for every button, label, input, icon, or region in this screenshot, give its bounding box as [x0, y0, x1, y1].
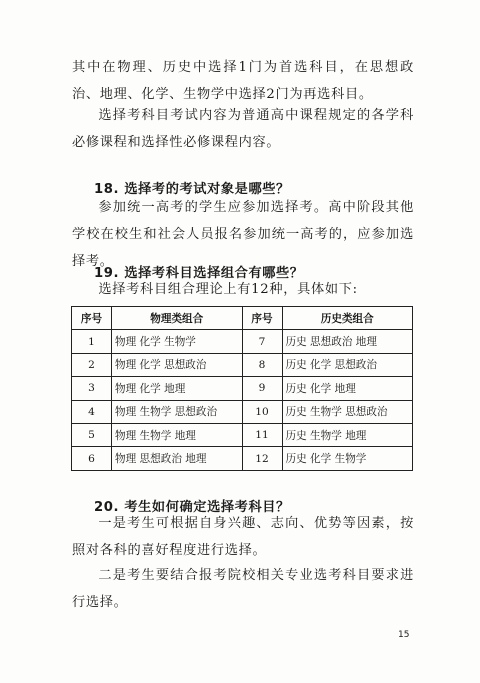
table-cell: 物理 生物学 地理: [112, 423, 243, 446]
table-cell: 6: [72, 447, 112, 470]
table-cell: 7: [242, 330, 282, 353]
table-cell: 12: [242, 447, 282, 470]
heading-18: 18. 选择考的考试对象是哪些？: [94, 182, 290, 197]
table-row: [72, 353, 413, 376]
table-row: [72, 400, 413, 423]
table-header-row: [72, 307, 413, 330]
paragraph-interest-based: 一是考生可根据自身兴趣、志向、优势等因素，按照对各科的喜好程度进行选择。: [72, 516, 414, 558]
table-header-cell: 物理类组合: [112, 307, 243, 330]
table-cell: 5: [72, 423, 112, 446]
paragraph-exam-content: 选择考科目考试内容为普通高中课程规定的各学科必修课程和选择性必修课程内容。: [72, 108, 414, 150]
table-header-cell: 序号: [242, 307, 282, 330]
heading-19: 19. 选择考科目选择组合有哪些？: [94, 266, 304, 281]
combination-table: [71, 306, 413, 471]
table-cell: 历史 化学 地理: [282, 377, 413, 400]
table-header-cell: 序号: [72, 307, 112, 330]
table-cell: 4: [72, 400, 112, 423]
table-cell: 物理 思想政治 地理: [112, 447, 243, 470]
table-cell: 3: [72, 377, 112, 400]
page-number: 15: [398, 630, 410, 640]
table-cell: 2: [72, 353, 112, 376]
table-header-cell: 历史类组合: [282, 307, 413, 330]
table-row: [72, 423, 413, 446]
paragraph-major-requirements: 二是考生要结合报考院校相关专业选考科目要求进行选择。: [72, 568, 414, 610]
table-cell: 11: [242, 423, 282, 446]
table-cell: 物理 生物学 思想政治: [112, 400, 243, 423]
table-cell: 1: [72, 330, 112, 353]
table-cell: 物理 化学 地理: [112, 377, 243, 400]
table-cell: 历史 化学 生物学: [282, 447, 413, 470]
table-cell: 10: [242, 400, 282, 423]
table-cell: 8: [242, 353, 282, 376]
table-cell: 历史 生物学 思想政治: [282, 400, 413, 423]
paragraph-combination-intro: 选择考科目组合理论上有12种，具体如下:: [98, 282, 358, 297]
table-cell: 历史 化学 思想政治: [282, 353, 413, 376]
table-row: [72, 330, 413, 353]
table-cell: 9: [242, 377, 282, 400]
table-cell: 物理 化学 生物学: [112, 330, 243, 353]
heading-20: 20. 考生如何确定选择考科目？: [94, 500, 290, 515]
table-cell: 物理 化学 思想政治: [112, 353, 243, 376]
paragraph-subject-selection: 其中在物理、历史中选择1门为首选科目，在思想政治、地理、化学、生物学中选择2门为再选科目。: [72, 60, 414, 102]
table-cell: 历史 思想政治 地理: [282, 330, 413, 353]
table-row: [72, 377, 413, 400]
paragraph-exam-candidates: 参加统一高考的学生应参加选择考。高中阶段其他学校在校生和社会人员报名参加统一高考的，应参加选择考。: [72, 200, 414, 269]
table-row: [72, 447, 413, 470]
table-cell: 历史 生物学 地理: [282, 423, 413, 446]
